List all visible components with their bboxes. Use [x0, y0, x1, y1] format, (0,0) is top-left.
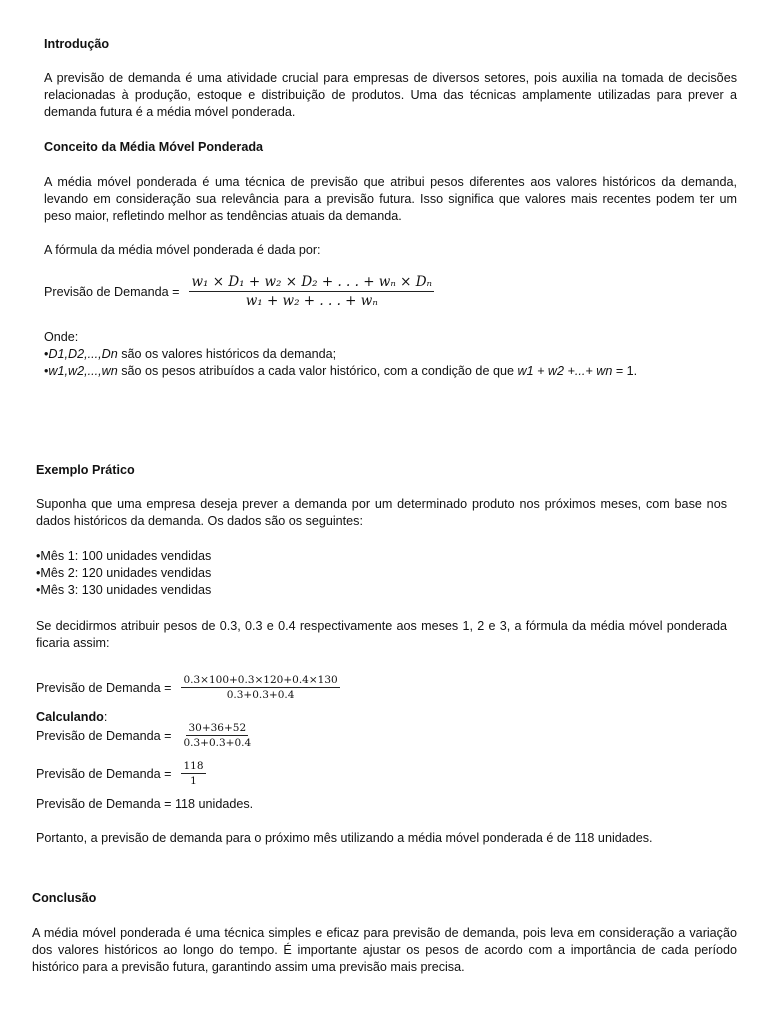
list-item: •Mês 2: 120 unidades vendidas: [36, 566, 212, 580]
bullet-weights-text-b: = 1.: [612, 364, 638, 378]
bullet-demand-text: são os valores históricos da demanda;: [117, 347, 337, 361]
example-numerator: 0.3×100+0.3×120+0.4×130: [183, 674, 338, 686]
weighted-average-fraction: [189, 274, 434, 309]
list-item: •Mês 1: 100 unidades vendidas: [36, 549, 212, 563]
formula-label: Previsão de Demanda =: [36, 728, 172, 743]
formula-numerator: w₁ × D₁ + w₂ × D₂ + . . . + wₙ × Dₙ: [191, 274, 433, 290]
calc-step-1-fraction: [181, 722, 253, 749]
concept-heading: Conceito da Média Móvel Ponderada: [44, 140, 264, 154]
calc-step-2-denominator: 1: [190, 775, 197, 787]
example-paragraph: Suponha que uma empresa deseja prever a demanda por um determinado produto nos próximos meses, com base nos dados históricos da demanda. Os dados são os seguintes:: [36, 497, 727, 528]
example-fraction: [181, 674, 339, 701]
general-formula: [44, 274, 434, 309]
intro-paragraph: A previsão de demanda é uma atividade crucial para empresas de diversos setores, pois auxilia na tomada de decisões relacionadas à produção, estoque e distribuição de produtos. Uma das técnicas amplamente utilizadas para prever a demanda futura é a média móvel ponderada.: [44, 71, 737, 119]
example-heading: Exemplo Prático: [36, 463, 135, 477]
bullet-weights: •w1,w2,...,wn são os pesos atribuídos a cada valor histórico, com a condição de que w1 + w2 +...+ wn = 1.: [44, 364, 638, 378]
conclusion-heading: Conclusão: [32, 891, 97, 905]
where-block: [44, 329, 734, 380]
weights-paragraph: Se decidirmos atribuir pesos de 0.3, 0.3 e 0.4 respectivamente aos meses 1, 2 e 3, a fórmula da média móvel ponderada ficaria assim:: [36, 619, 727, 650]
calc-step-1-denominator: 0.3+0.3+0.4: [183, 737, 252, 749]
calc-step-2: [36, 760, 206, 787]
calculating-colon: :: [103, 710, 108, 724]
intro-heading: Introdução: [44, 37, 110, 51]
example-denominator: 0.3+0.3+0.4: [226, 689, 295, 701]
formula-label: Previsão de Demanda =: [44, 284, 180, 299]
bullet-demand-values: •D1,D2,...,Dn são os valores históricos da demanda;: [44, 347, 337, 361]
conclusion-paragraph: A média móvel ponderada é uma técnica simples e eficaz para previsão de demanda, pois leva em consideração a variação dos valores históricos ao longo do tempo. É importante ajustar os pesos de acordo com a importância de cada período histórico para a previsão futura, garantindo assim uma previsão mais precisa.: [32, 926, 737, 974]
formula-label: Previsão de Demanda =: [36, 766, 172, 781]
example-conclusion-line: Portanto, a previsão de demanda para o próximo mês utilizando a média móvel ponderada é de 118 unidades.: [36, 831, 653, 845]
calc-step-1-numerator: 30+36+52: [188, 722, 247, 734]
months-list: [36, 548, 726, 599]
example-formula: [36, 674, 340, 701]
calc-step-2-numerator: 118: [183, 760, 204, 772]
calculating-word: Calculando: [36, 710, 104, 724]
concept-paragraph: A média móvel ponderada é uma técnica de previsão que atribui pesos diferentes aos valores históricos da demanda, levando em consideração sua relevância para a previsão futura. Isso significa que valores mais recentes podem ter um peso maior, refletindo melhor as tendências atuais da demanda.: [44, 175, 737, 223]
calc-step-1: [36, 722, 253, 749]
list-item: •Mês 3: 130 unidades vendidas: [36, 583, 212, 597]
calc-step-2-fraction: [181, 760, 205, 787]
weights-condition: w1 + w2 +...+ wn: [517, 364, 613, 378]
result-line: Previsão de Demanda = 118 unidades.: [36, 797, 254, 811]
formula-label: Previsão de Demanda =: [36, 680, 172, 695]
bullet-weights-text-a: são os pesos atribuídos a cada valor histórico, com a condição de que: [117, 364, 518, 378]
where-label: Onde:: [44, 330, 79, 344]
formula-denominator: w₁ + w₂ + . . . + wₙ: [245, 293, 378, 309]
formula-intro: A fórmula da média móvel ponderada é dada por:: [44, 243, 321, 257]
weight-variables: w1,w2,...,wn: [48, 364, 118, 378]
demand-variables: D1,D2,...,Dn: [48, 347, 118, 361]
